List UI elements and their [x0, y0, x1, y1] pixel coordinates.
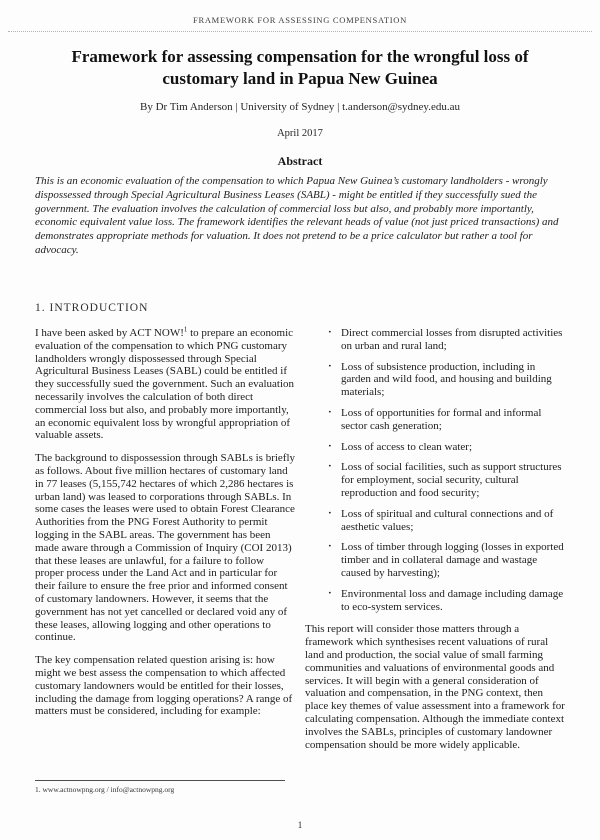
bullet-icon: ·	[328, 460, 332, 473]
list-item	[328, 540, 565, 579]
list-item-text: Loss of access to clean water;	[341, 440, 473, 453]
publication-date: April 2017	[277, 127, 323, 139]
bullet-icon: ·	[328, 506, 332, 519]
list-item	[328, 406, 565, 433]
intro-paragraph-1	[35, 327, 295, 442]
right-column	[305, 327, 565, 797]
list-item	[328, 359, 565, 399]
bullet-icon: ·	[328, 406, 332, 419]
bullet-icon: ·	[328, 359, 332, 372]
intro-paragraph-3: The key compensation related question arising is: how might we best assess the compensation to which affected customary landowners would be entitled for their losses, including the damage from logging operations? A range of matters must be considered, including for example:	[35, 654, 293, 718]
list-item-text: Loss of timber through logging (losses in exported timber and in collateral damage and wastage caused by harvesting);	[341, 541, 564, 579]
page-number: 1	[297, 820, 303, 830]
byline: By Dr Tim Anderson | University of Sydney | t.anderson@sydney.edu.au	[140, 100, 460, 113]
bullet-icon: ·	[328, 439, 332, 452]
running-head: FRAMEWORK FOR ASSESSING COMPENSATION	[193, 15, 407, 25]
list-item-text: Loss of opportunities for formal and informal sector cash generation;	[341, 407, 542, 432]
header-divider	[8, 31, 592, 32]
left-column	[35, 327, 295, 797]
two-column-body	[35, 327, 565, 797]
footnote: 1. www.actnowpng.org / info@actnowpng.org	[35, 785, 175, 795]
footnote-reference-1: 1	[183, 325, 188, 334]
list-item	[328, 439, 565, 454]
intro-closing-paragraph: This report will consider those matters through a framework which synthesises recent valuations of rural land and production, the social value of small farming communities and valuations of environmental goods and services. It will begin with a general consideration of valuation and compensation, in the PNG context, then place key themes of value assessment into a framework for calculating compensation. Although the immediate context involves the SABLs, principles of customary landowner compensation should be more widely applicable.	[305, 623, 565, 751]
footnote-block	[35, 777, 295, 797]
list-item	[328, 326, 565, 353]
loss-bullet-list	[305, 327, 565, 613]
bullet-icon: ·	[328, 586, 332, 599]
list-item-text: Loss of subsistence production, including in garden and wild food, and housing and building materials;	[341, 360, 552, 399]
list-item	[328, 506, 565, 534]
page-title: Framework for assessing compensation for the wrongful loss of customary land in Papua New Guinea	[71, 47, 529, 89]
footnote-divider	[35, 780, 285, 781]
bullet-icon: ·	[328, 540, 332, 553]
intro-paragraph-1-text: I have been asked by ACT NOW!	[35, 327, 184, 340]
bullet-icon: ·	[328, 326, 332, 339]
list-item-text: Loss of spiritual and cultural connections and of aesthetic values;	[341, 507, 554, 533]
list-item	[328, 586, 565, 614]
section-heading-introduction: 1. INTRODUCTION	[35, 302, 149, 315]
list-item	[328, 460, 565, 499]
abstract-heading: Abstract	[277, 153, 323, 168]
intro-paragraph-1-continued: to prepare an economic evaluation of the compensation to which PNG customary landholders wrongly dispossessed through Special Agricultural Business Leases (SABL) could be entitled if they successfully sued the government. Such an evaluation necessarily involves the calculation of both direct commercial loss but also, and probably more importantly, an economic equivalent loss by wrongful appropriation of valuable assets.	[35, 327, 295, 442]
intro-paragraph-2: The background to dispossession through SABLs is briefly as follows. About five million hectares of customary land in 77 leases (5,155,742 hectares of which 2,286 hectares is urban land) was leased to corporations through SABLs. In some cases the leases were used to obtain Forest Clearance Authorities from the PNG Forest Authority to permit logging in the SABL areas. The government has been made aware through a Commission of Inquiry (COI 2013) that these leases are unlawful, for a failure to follow proper process under the Land Act and in particular for their failure to ensure the free prior and informed consent of customary landowners. However, it seems that the government has not yet cancelled or declared void any of these leases, allowing logging and other operations to continue.	[35, 452, 296, 644]
list-item-text: Loss of social facilities, such as support structures for employment, social security, cultural reproduction and food security;	[341, 461, 562, 499]
list-item-text: Environmental loss and damage including damage to eco-system services.	[341, 587, 564, 613]
abstract-text: This is an economic evaluation of the compensation to which Papua New Guinea’s customary landholders - wrongly dispossessed through Special Agricultural Business Leases (SABL) - might be entitled if they successfully sued the government. The evaluation involves the calculation of commercial loss but also, and probably more importantly, economic equivalent value loss. The framework identifies the relevant heads of value (not just priced transactions) and demonstrates appropriate methods for valuation. It does not pretend to be a price calculator but rather a tool for advocacy.	[35, 174, 559, 257]
list-item-text: Direct commercial losses from disrupted activities on urban and rural land;	[341, 327, 563, 352]
